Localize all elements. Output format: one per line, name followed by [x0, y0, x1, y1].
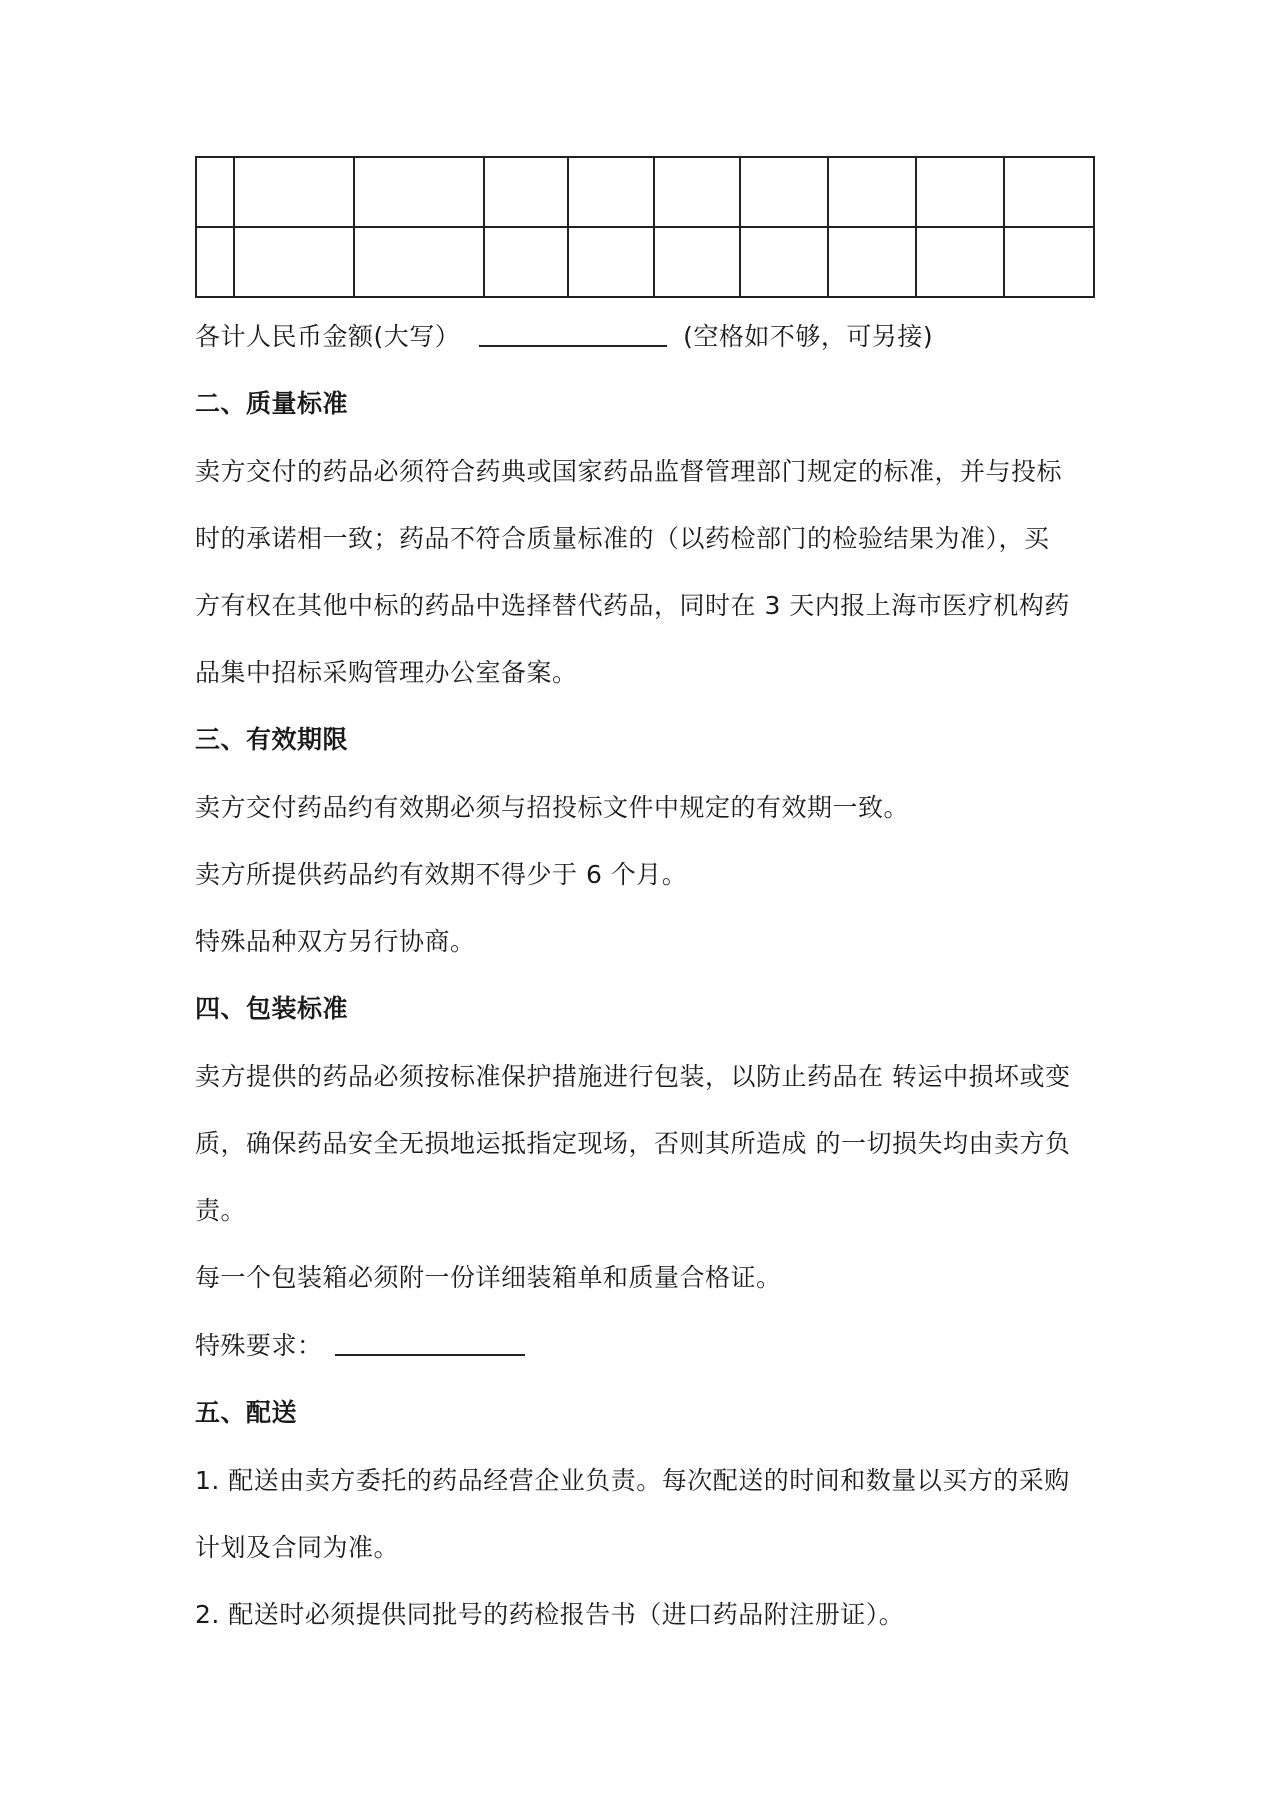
total-amount-blank — [479, 317, 667, 347]
table-cell — [828, 227, 916, 297]
paragraph-line: 责。 — [195, 1196, 247, 1225]
special-requirements-label: 特殊要求： — [195, 1331, 323, 1360]
paragraph-line: 时的承诺相一致；药品不符合质量标准的（以药检部门的检验结果为准），买 — [195, 524, 1050, 553]
paragraph-line: 卖方所提供药品约有效期不得少于 6 个月。 — [195, 860, 688, 889]
table-cell — [354, 227, 484, 297]
table-cell — [654, 227, 740, 297]
paragraph-line: 1. 配送由卖方委托的药品经营企业负责。每次配送的时间和数量以买方的采购 — [195, 1466, 1070, 1495]
section-heading-packaging: 四、包装标准 — [195, 994, 349, 1023]
total-amount-line — [195, 317, 933, 357]
table-cell — [354, 157, 484, 227]
table-cell — [234, 227, 354, 297]
document-page — [195, 156, 1095, 1629]
table-cell — [568, 227, 654, 297]
paragraph-line: 计划及合同为准。 — [195, 1533, 400, 1562]
paragraph-line: 方有权在其他中标的药品中选择替代药品，同时在 3 天内报上海市医疗机构药 — [195, 591, 1070, 620]
paragraph-line: 特殊品种双方另行协商。 — [195, 927, 476, 956]
item-table — [195, 156, 1095, 298]
paragraph-line: 2. 配送时必须提供同批号的药检报告书（进口药品附注册证）。 — [195, 1600, 905, 1629]
table-cell — [654, 157, 740, 227]
paragraph-line: 卖方交付药品约有效期必须与招投标文件中规定的有效期一致。 — [195, 793, 910, 822]
section-heading-delivery: 五、配送 — [195, 1398, 298, 1427]
table-cell — [740, 157, 828, 227]
table-cell — [196, 227, 234, 297]
table-cell — [484, 227, 568, 297]
table-cell — [484, 157, 568, 227]
special-requirements-blank — [335, 1326, 525, 1356]
section-heading-quality: 二、质量标准 — [195, 389, 349, 418]
paragraph-line: 卖方提供的药品必须按标准保护措施进行包装，以防止药品在 转运中损坏或变 — [195, 1062, 1071, 1091]
paragraph-line: 每一个包装箱必须附一份详细装箱单和质量合格证。 — [195, 1263, 782, 1292]
table-cell — [568, 157, 654, 227]
table-cell — [196, 157, 234, 227]
table-cell — [828, 157, 916, 227]
paragraph-line: 品集中招标采购管理办公室备案。 — [195, 658, 578, 687]
section-heading-validity: 三、有效期限 — [195, 725, 349, 754]
total-amount-suffix: (空格如不够，可另接) — [683, 322, 934, 351]
table-row — [196, 227, 1094, 297]
table-cell — [1004, 157, 1094, 227]
table-row — [196, 157, 1094, 227]
total-amount-label: 各计人民币金额(大写） — [195, 322, 461, 351]
table-cell — [916, 157, 1004, 227]
table-cell — [234, 157, 354, 227]
paragraph-line: 卖方交付的药品必须符合药典或国家药品监督管理部门规定的标准，并与投标 — [195, 457, 1063, 486]
special-requirements-line — [195, 1326, 525, 1366]
table-cell — [916, 227, 1004, 297]
table-cell — [1004, 227, 1094, 297]
paragraph-line: 质，确保药品安全无损地运抵指定现场，否则其所造成 的一切损失均由卖方负 — [195, 1129, 1071, 1158]
table-cell — [740, 227, 828, 297]
